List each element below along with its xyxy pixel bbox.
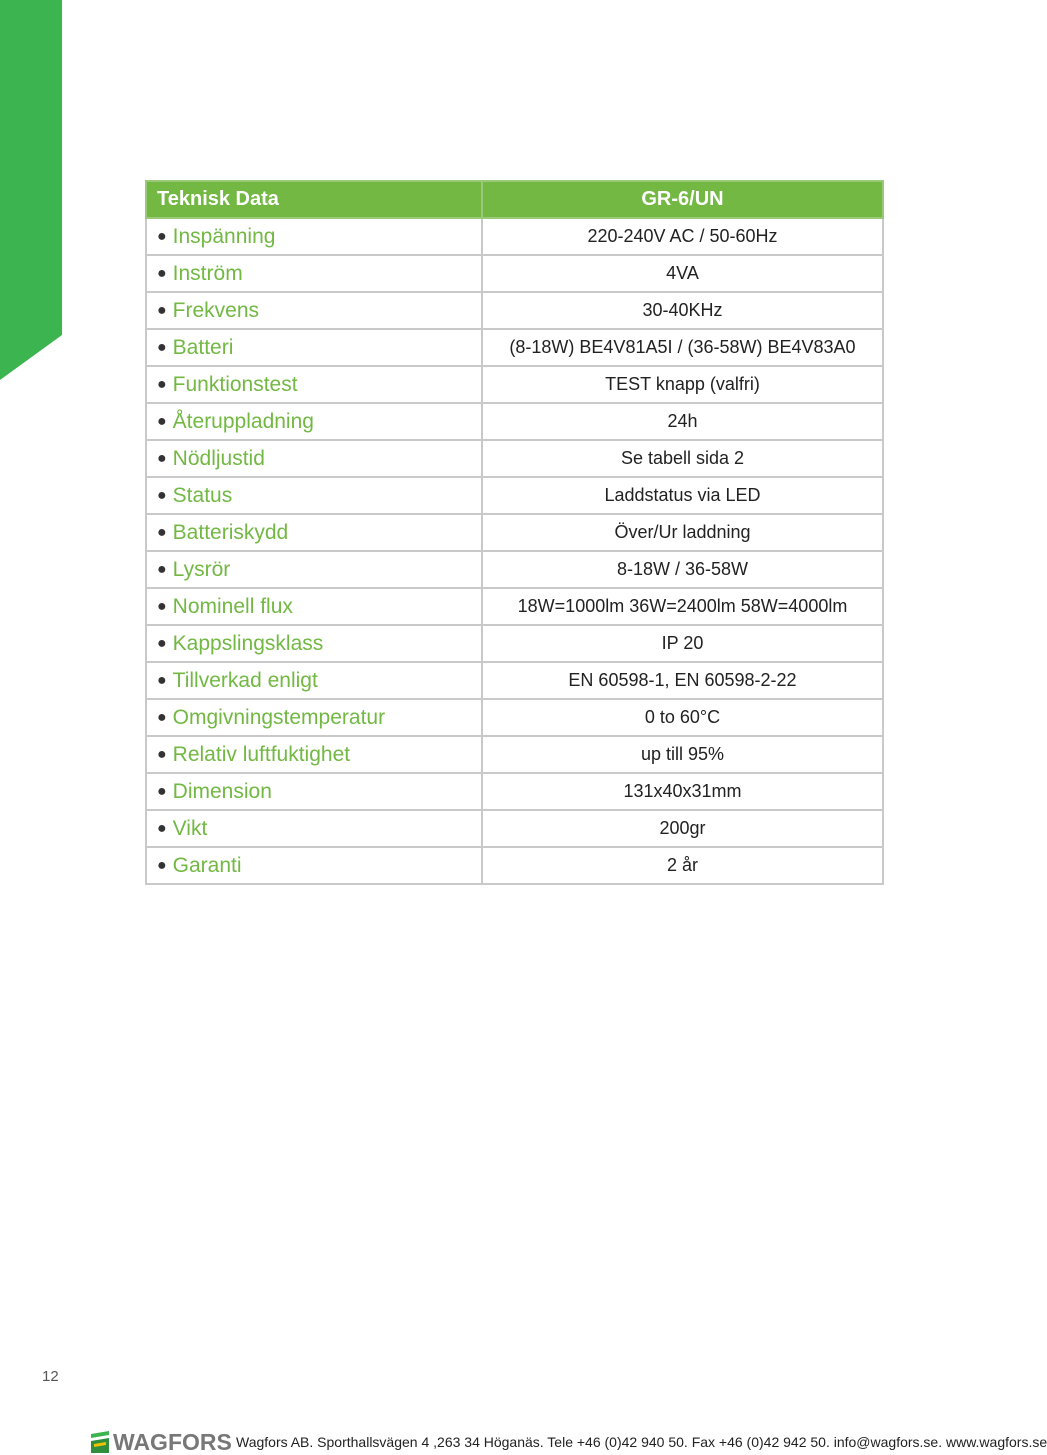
table-row	[146, 477, 883, 514]
footer-contact: Wagfors AB. Sporthallsvägen 4 ,263 34 Höganäs. Tele +46 (0)42 940 50. Fax +46 (0)42 942 50. info@wagfors.se. www.wagfors.se	[236, 1434, 1047, 1450]
spec-value: 200gr	[482, 810, 883, 847]
spec-value: 0 to 60°C	[482, 699, 883, 736]
spec-label-cell	[146, 218, 482, 255]
spec-label-cell	[146, 662, 482, 699]
spec-label: Omgivningstemperatur	[172, 705, 386, 729]
spec-label-cell	[146, 736, 482, 773]
spec-label: Batteriskydd	[172, 520, 289, 544]
bullet-icon: ●	[157, 523, 167, 541]
header-technical-data: Teknisk Data	[146, 181, 482, 218]
spec-label: Funktionstest	[172, 372, 298, 396]
table-row	[146, 514, 883, 551]
bullet-icon: ●	[157, 671, 167, 689]
green-side-band	[0, 0, 62, 380]
spec-label-cell	[146, 477, 482, 514]
table-row	[146, 292, 883, 329]
wagfors-logo	[91, 1430, 232, 1454]
spec-value: IP 20	[482, 625, 883, 662]
spec-value: Laddstatus via LED	[482, 477, 883, 514]
bullet-icon: ●	[157, 634, 167, 652]
bullet-icon: ●	[157, 412, 167, 430]
bullet-icon: ●	[157, 301, 167, 319]
spec-label-cell	[146, 847, 482, 884]
spec-label-cell	[146, 551, 482, 588]
bullet-icon: ●	[157, 264, 167, 282]
bullet-icon: ●	[157, 560, 167, 578]
page-number: 12	[42, 1368, 59, 1385]
spec-value: EN 60598-1, EN 60598-2-22	[482, 662, 883, 699]
spec-label: Nominell flux	[172, 594, 293, 618]
spec-label: Tillverkad enligt	[172, 668, 318, 692]
spec-value: 131x40x31mm	[482, 773, 883, 810]
spec-label: Frekvens	[172, 298, 260, 322]
bullet-icon: ●	[157, 745, 167, 763]
spec-value: 30-40KHz	[482, 292, 883, 329]
spec-label: Batteri	[172, 335, 234, 359]
table-row	[146, 255, 883, 292]
table-row	[146, 329, 883, 366]
spec-value: 2 år	[482, 847, 883, 884]
spec-value: 24h	[482, 403, 883, 440]
bullet-icon: ●	[157, 338, 167, 356]
bullet-icon: ●	[157, 708, 167, 726]
spec-value: 8-18W / 36-58W	[482, 551, 883, 588]
table-row	[146, 551, 883, 588]
spec-label: Vikt	[172, 816, 208, 840]
spec-value: (8-18W) BE4V81A5I / (36-58W) BE4V83A0	[482, 329, 883, 366]
table-header-row	[146, 181, 883, 218]
spec-label: Nödljustid	[172, 446, 265, 470]
spec-value: Se tabell sida 2	[482, 440, 883, 477]
table-row	[146, 440, 883, 477]
table-row	[146, 847, 883, 884]
header-model: GR-6/UN	[482, 181, 883, 218]
spec-label: Dimension	[172, 779, 272, 803]
table-row	[146, 773, 883, 810]
table-row	[146, 736, 883, 773]
spec-value: 18W=1000lm 36W=2400lm 58W=4000lm	[482, 588, 883, 625]
spec-label: Garanti	[172, 853, 242, 877]
spec-value: 220-240V AC / 50-60Hz	[482, 218, 883, 255]
bullet-icon: ●	[157, 486, 167, 504]
spec-label-cell	[146, 773, 482, 810]
spec-value: TEST knapp (valfri)	[482, 366, 883, 403]
spec-label-cell	[146, 699, 482, 736]
technical-data-table	[145, 180, 884, 885]
spec-value: 4VA	[482, 255, 883, 292]
bullet-icon: ●	[157, 819, 167, 837]
spec-label-cell	[146, 292, 482, 329]
bullet-icon: ●	[157, 227, 167, 245]
spec-value: Över/Ur laddning	[482, 514, 883, 551]
spec-label-cell	[146, 588, 482, 625]
table-row	[146, 403, 883, 440]
bullet-icon: ●	[157, 449, 167, 467]
spec-label: Inström	[172, 261, 243, 285]
spec-label-cell	[146, 255, 482, 292]
table-row	[146, 810, 883, 847]
table-row	[146, 366, 883, 403]
bullet-icon: ●	[157, 856, 167, 874]
spec-label-cell	[146, 514, 482, 551]
spec-label-cell	[146, 625, 482, 662]
spec-label: Återuppladning	[172, 409, 314, 433]
logo-text: WAGFORS	[113, 1429, 232, 1455]
spec-label: Status	[172, 483, 233, 507]
spec-label-cell	[146, 403, 482, 440]
table-body	[146, 218, 883, 884]
spec-label: Inspänning	[172, 224, 276, 248]
table-row	[146, 218, 883, 255]
spec-label: Kappslingsklass	[172, 631, 324, 655]
spec-label-cell	[146, 810, 482, 847]
wagfors-logo-mark-icon	[91, 1431, 109, 1453]
table-row	[146, 699, 883, 736]
bullet-icon: ●	[157, 597, 167, 615]
spec-label: Relativ luftfuktighet	[172, 742, 351, 766]
bullet-icon: ●	[157, 782, 167, 800]
spec-label-cell	[146, 329, 482, 366]
spec-label: Lysrör	[172, 557, 231, 581]
spec-label-cell	[146, 366, 482, 403]
table-row	[146, 625, 883, 662]
spec-value: up till 95%	[482, 736, 883, 773]
bullet-icon: ●	[157, 375, 167, 393]
table-row	[146, 662, 883, 699]
table-row	[146, 588, 883, 625]
spec-label-cell	[146, 440, 482, 477]
